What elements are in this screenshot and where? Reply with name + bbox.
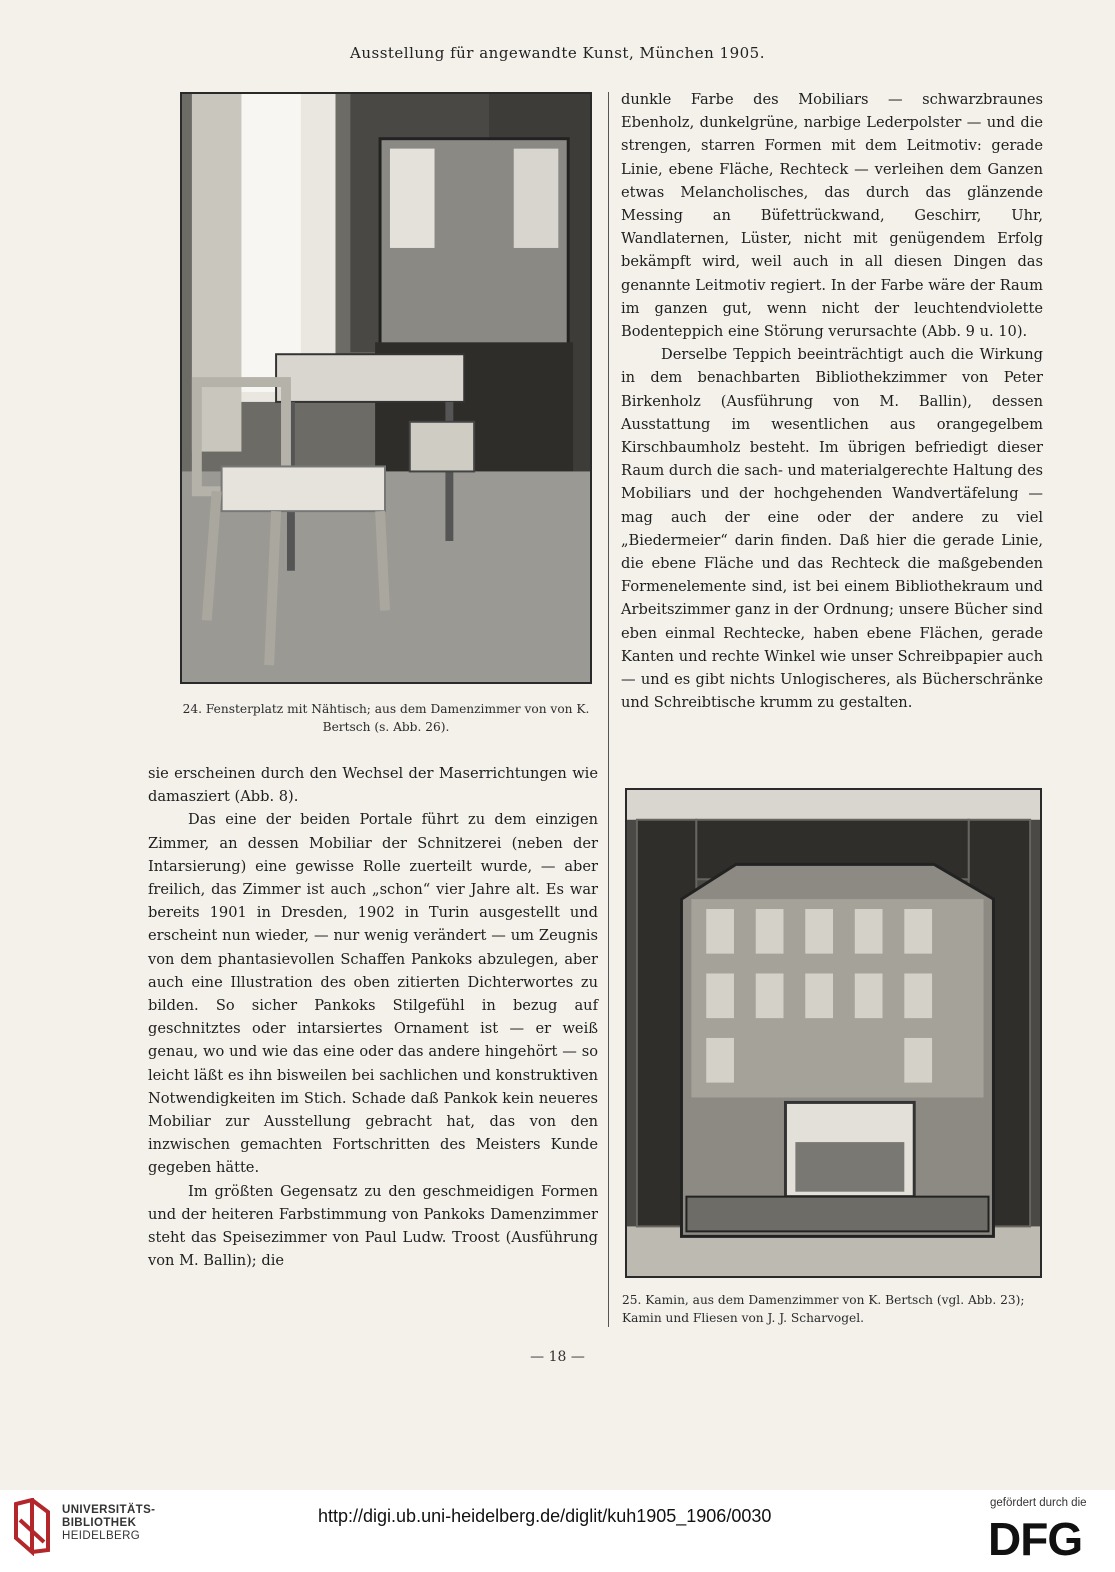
right-column	[621, 88, 1043, 714]
figure-25-photo	[625, 788, 1042, 1278]
figure-25-caption: 25. Kamin, aus dem Damenzimmer von K. Bertsch (vgl. Abb. 23); Kamin und Fliesen von J. J. Scharvogel.	[622, 1293, 1025, 1325]
paragraph: Im größten Gegensatz zu den geschmeidigen Formen und der heiteren Farbstimmung von Pankoks Damenzimmer steht das Speisezimmer von Paul Ludw. Troost (Ausführung von M. Ballin); die	[148, 1182, 598, 1270]
paragraph: sie erscheinen durch den Wechsel der Maserrichtungen wie damasziert (Abb. 8).	[148, 765, 598, 806]
column-divider	[608, 92, 609, 1327]
library-name-line: HEIDELBERG	[62, 1530, 141, 1542]
left-column	[148, 762, 598, 1272]
digitization-footer	[0, 1490, 1115, 1572]
paragraph: Derselbe Teppich beeinträchtigt auch die Wirkung in dem benachbarten Bibliothekzimmer von Peter Birkenholz (Ausführung von M. Ballin), dessen Ausstattung im wesentlichen aus orangegelbem Kirschbaumholz besteht. Im übrigen befriedigt dieser Raum durch die sach- und materialgerechte Haltung des Mobiliars und der hochgehenden Wandvertäfelung — mag auch der eine oder der andere zu viel „Biedermeier“ darin finden. Daß hier die gerade Linie, die ebene Fläche und das Rechteck die maßgebenden Formenelemente sind, ist bei einem Bibliothekraum und Arbeitszimmer ganz in der Ordnung; unsere Bücher sind eben einmal Rechtecke, haben ebene Flächen, gerade Kanten und rechte Winkel wie unser Schreibpapier auch — und es gibt nichts Unlogischeres, als Bücherschränke und Schreibtische krumm zu gestalten.	[621, 346, 1043, 712]
funding-note: gefördert durch die	[990, 1497, 1087, 1509]
paragraph: dunkle Farbe des Mobiliars — schwarzbraunes Ebenholz, dunkelgrüne, narbige Lederpolster — und die strengen, starren Formen mit dem Leitmotiv: gerade Linie, ebene Fläche, Rechteck — verleihen dem Ganzen etwas Melancholisches, das durch das glänzende Messing an Büfettrückwand, Geschirr, Uhr, Wandlaternen, Lüster, nicht mit genügendem Erfolg bekämpft wird, weil auch in all diesen Dingen das genannte Leitmotiv regiert. In der Farbe wäre der Raum im ganzen gut, wenn nicht der leuchtendviolette Bodenteppich eine Störung verursachte (Abb. 9 u. 10).	[621, 91, 1043, 341]
figure-24-caption: 24. Fensterplatz mit Nähtisch; aus dem Damenzimmer von von K. Bertsch (s. Abb. 26).	[182, 702, 590, 734]
library-name	[62, 1504, 155, 1543]
running-title: Ausstellung für angewandte Kunst, München 1905.	[350, 44, 765, 62]
library-name-line: BIBLIOTHEK	[62, 1517, 137, 1529]
paragraph: Das eine der beiden Portale führt zu dem einzigen Zimmer, an dessen Mobiliar der Schnitzerei (neben der Intarsierung) eine gewisse Rolle zuerteilt wurde, — aber freilich, das Zimmer ist auch „schon“ vier Jahre alt. Es war bereits 1901 in Dresden, 1902 in Turin ausgestellt und erscheint nun wieder, — nur wenig verändert — um Zeugnis von dem phantasievollen Schaffen Pankoks abzulegen, aber auch eine Illustration des oben zitierten Dichterwortes zu bilden. So sicher Pankoks Stilgefühl in bezug auf geschnitztes oder intarsiertes Ornament ist — er weiß genau, wo und wie das eine oder das andere hingehört — so leicht läßt es ihn bisweilen bei sachlichen und konstruktiven Notwendigkeiten im Stich. Schade daß Pankok kein neueres Mobiliar zur Ausstellung gebracht hat, das von den inzwischen gemachten Fortschritten des Meisters Kunde gegeben hätte.	[148, 811, 598, 1177]
page-number: — 18 —	[530, 1349, 585, 1365]
dfg-logo: DFG	[988, 1513, 1083, 1565]
source-url-link[interactable]: http://digi.ub.uni-heidelberg.de/diglit/kuh1905_1906/0030	[318, 1506, 772, 1526]
library-name-line: UNIVERSITÄTS-	[62, 1504, 156, 1516]
figure-24-photo	[180, 92, 592, 684]
university-library-logo-icon	[12, 1498, 54, 1556]
